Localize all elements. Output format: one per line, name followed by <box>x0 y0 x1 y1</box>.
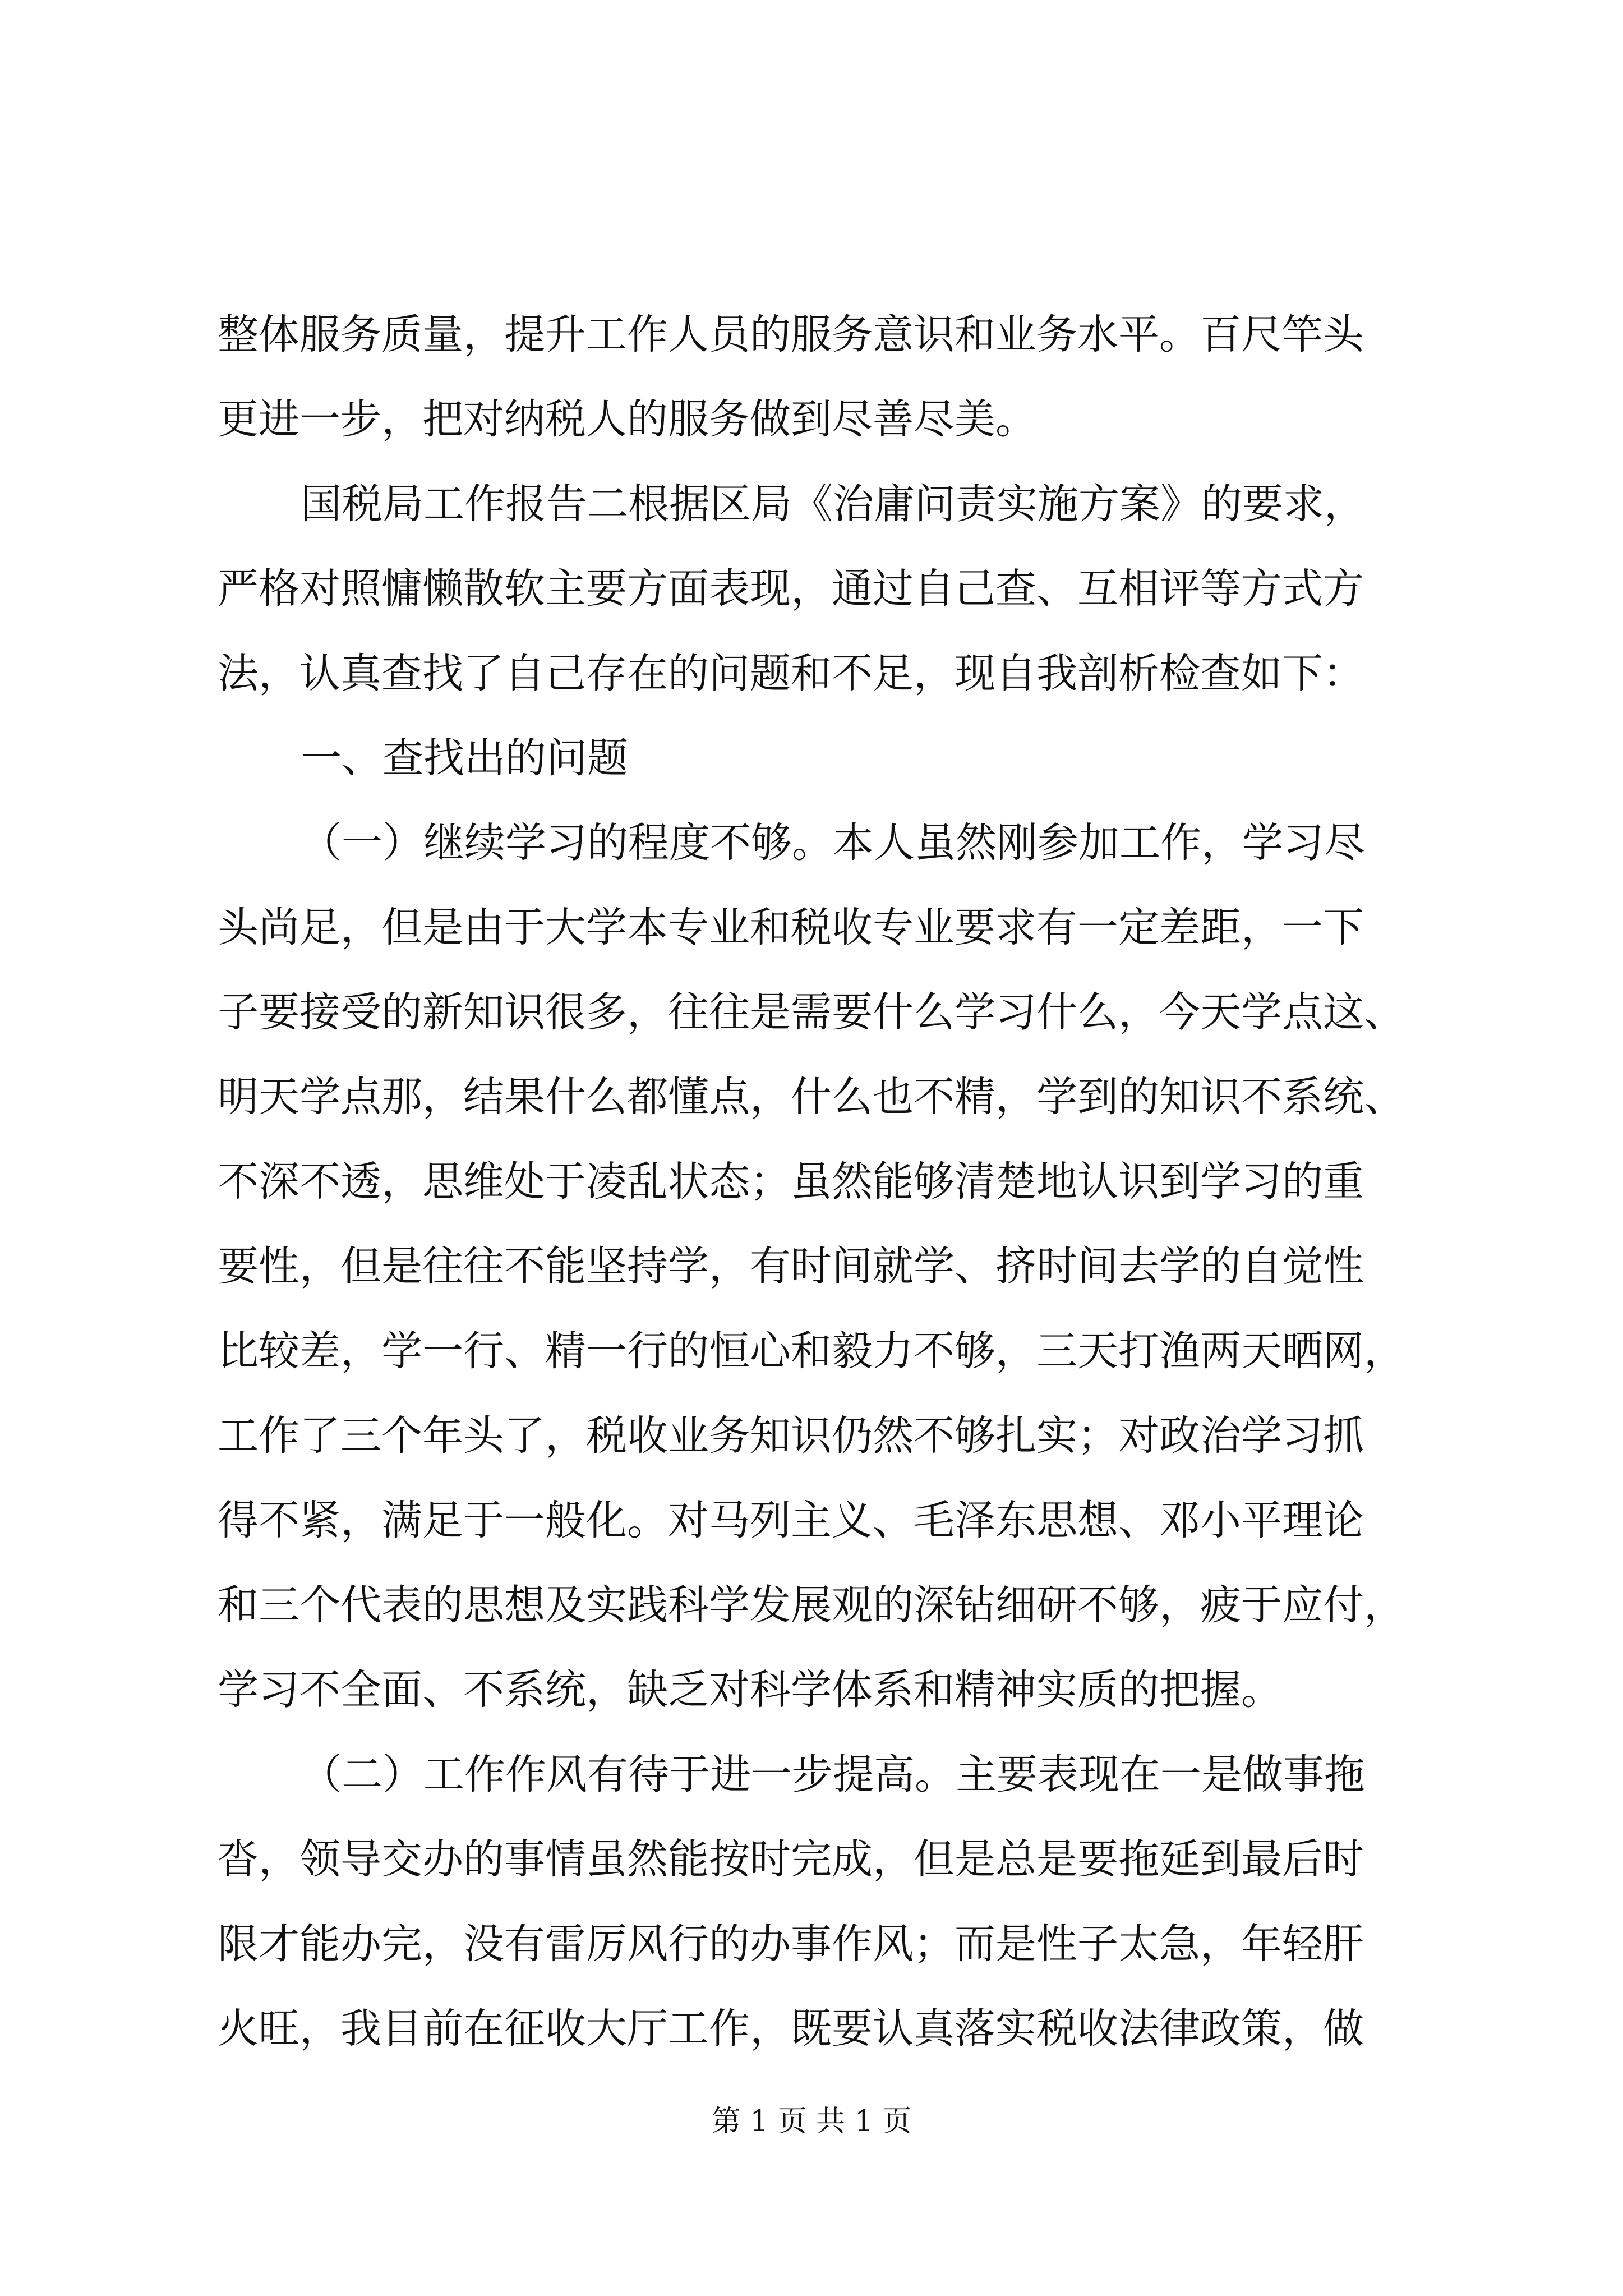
text-line: 火旺，我目前在征收大厅工作，既要认真落实税收法律政策，做 <box>218 2005 1364 2053</box>
paragraph-first-line: （二）工作作风有待于进一步提高。主要表现在一是做事拖 <box>301 1751 1365 1798</box>
text-line: 严格对照慵懒散软主要方面表现，通过自己查、互相评等方式方 <box>218 565 1364 613</box>
text-line: 明天学点那，结果什么都懂点，什么也不精，学到的知识不系统、 <box>218 1073 1405 1121</box>
text-line: 要性，但是往往不能坚持学，有时间就学、挤时间去学的自觉性 <box>218 1243 1364 1290</box>
text-line: 沓，领导交办的事情虽然能按时完成，但是总是要拖延到最后时 <box>218 1835 1364 1883</box>
text-line: 工作了三个年头了，税收业务知识仍然不够扎实；对政治学习抓 <box>218 1412 1364 1460</box>
text-line: 头尚足，但是由于大学本专业和税收专业要求有一定差距，一下 <box>218 904 1364 951</box>
section-heading: 一、查找出的问题 <box>301 734 628 782</box>
page-footer: 第 1 页 共 1 页 <box>711 2105 912 2138</box>
text-line: 得不紧，满足于一般化。对马列主义、毛泽东思想、邓小平理论 <box>218 1497 1364 1544</box>
text-line: 法，认真查找了自己存在的问题和不足，现自我剖析检查如下： <box>218 650 1364 697</box>
paragraph-first-line: 国税局工作报告二根据区局《治庸问责实施方案》的要求， <box>301 480 1365 528</box>
paragraph-first-line: （一）继续学习的程度不够。本人虽然刚参加工作，学习尽 <box>301 819 1365 867</box>
text-line: 比较差，学一行、精一行的恒心和毅力不够，三天打渔两天晒网， <box>218 1327 1405 1375</box>
text-line: 不深不透，思维处于凌乱状态；虽然能够清楚地认识到学习的重 <box>218 1158 1364 1205</box>
text-line: 学习不全面、不系统，缺乏对科学体系和精神实质的把握。 <box>218 1666 1282 1714</box>
text-line: 整体服务质量，提升工作人员的服务意识和业务水平。百尺竿头 <box>218 311 1364 358</box>
text-line: 和三个代表的思想及实践科学发展观的深钻细研不够，疲于应付， <box>218 1581 1405 1629</box>
text-line: 限才能办完，没有雷厉风行的办事作风；而是性子太急，年轻肝 <box>218 1920 1364 1968</box>
text-line: 子要接受的新知识很多，往往是需要什么学习什么，今天学点这、 <box>218 988 1405 1036</box>
text-line: 更进一步，把对纳税人的服务做到尽善尽美。 <box>218 395 1036 443</box>
